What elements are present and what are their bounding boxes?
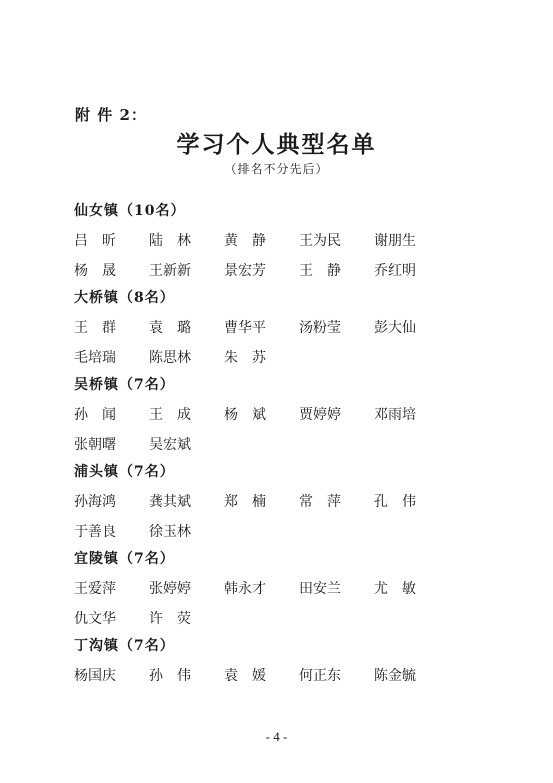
person-name: 吴宏斌 <box>149 437 191 453</box>
person-name: 王为民 <box>299 233 341 249</box>
person-name: 徐玉林 <box>149 524 191 540</box>
person-name: 孙 闻 <box>74 407 116 423</box>
person-name: 王爱萍 <box>74 581 116 597</box>
name-row <box>74 574 474 604</box>
person-name: 毛培瑞 <box>74 350 116 366</box>
person-name: 曹华平 <box>224 320 266 336</box>
section-xiannv <box>74 201 474 286</box>
person-name: 陈思林 <box>149 350 191 366</box>
section-header: 宜陵镇（7名） <box>74 551 175 567</box>
section-header: 仙女镇（10名） <box>74 203 186 219</box>
person-name: 常 萍 <box>299 494 341 510</box>
person-name: 许 荧 <box>149 611 191 627</box>
person-name: 孙 伟 <box>149 668 191 684</box>
person-name: 王 群 <box>74 320 116 336</box>
person-name: 袁 璐 <box>149 320 191 336</box>
section-header: 浦头镇（7名） <box>74 464 175 480</box>
document-subtitle: （排名不分先后） <box>224 162 329 176</box>
section-dinggou <box>74 636 474 691</box>
person-name: 于善良 <box>74 524 116 540</box>
person-name: 张婷婷 <box>149 581 191 597</box>
section-header: 大桥镇（8名） <box>74 290 175 306</box>
person-name: 田安兰 <box>299 581 341 597</box>
name-row <box>74 343 474 373</box>
name-row <box>74 226 474 256</box>
person-name: 王新新 <box>149 263 191 279</box>
person-name: 郑 楠 <box>224 494 266 510</box>
person-name: 谢朋生 <box>374 233 416 249</box>
name-row <box>74 661 474 691</box>
section-putou <box>74 462 474 547</box>
person-name: 韩永才 <box>224 581 266 597</box>
name-row <box>74 487 474 517</box>
person-name: 乔红明 <box>374 263 416 279</box>
section-header: 丁沟镇（7名） <box>74 638 175 654</box>
section-header: 吴桥镇（7名） <box>74 377 175 393</box>
name-row <box>74 400 474 430</box>
person-name: 袁 媛 <box>224 668 266 684</box>
section-daqiao <box>74 288 474 373</box>
person-name: 景宏芳 <box>224 263 266 279</box>
name-row <box>74 517 474 547</box>
section-yiling <box>74 549 474 634</box>
attachment-label: 附 件 2： <box>75 106 147 124</box>
name-row <box>74 604 474 634</box>
person-name: 杨 晟 <box>74 263 116 279</box>
person-name: 吕 昕 <box>74 233 116 249</box>
section-wuqiao <box>74 375 474 460</box>
document-title: 学习个人典型名单 <box>176 131 377 158</box>
person-name: 邓雨培 <box>374 407 416 423</box>
person-name: 孔 伟 <box>374 494 416 510</box>
name-row <box>74 313 474 343</box>
person-name: 张朝曙 <box>74 437 116 453</box>
page-number: - 4 - <box>265 729 288 744</box>
name-row <box>74 430 474 460</box>
person-name: 杨 斌 <box>224 407 266 423</box>
person-name: 杨国庆 <box>74 668 116 684</box>
person-name: 仇文华 <box>74 611 116 627</box>
person-name: 陆 林 <box>149 233 191 249</box>
person-name: 汤粉莹 <box>299 320 341 336</box>
person-name: 尤 敏 <box>374 581 416 597</box>
person-name: 何正东 <box>299 668 341 684</box>
person-name: 贾婷婷 <box>299 407 341 423</box>
person-name: 朱 苏 <box>224 350 266 366</box>
person-name: 彭大仙 <box>374 320 416 336</box>
person-name: 王 成 <box>149 407 191 423</box>
person-name: 龚其斌 <box>149 494 191 510</box>
person-name: 王 静 <box>299 263 341 279</box>
name-row <box>74 256 474 286</box>
person-name: 陈金毓 <box>374 668 416 684</box>
person-name: 黄 静 <box>224 233 266 249</box>
person-name: 孙海鸿 <box>74 494 116 510</box>
